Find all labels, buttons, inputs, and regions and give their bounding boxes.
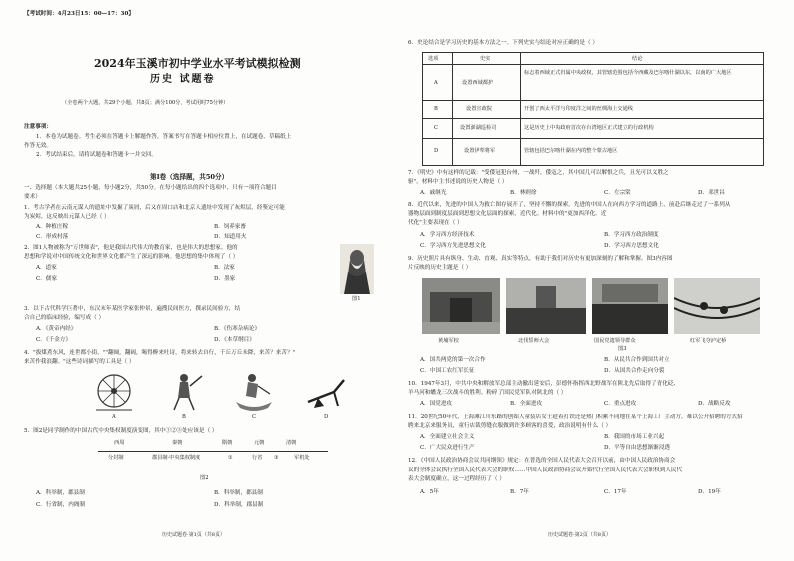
- question-12-stem: 表大会制度确立，这一过程经历了（ ）: [408, 476, 505, 482]
- timeline-item: 行省: [252, 455, 263, 461]
- worker-image: [232, 372, 276, 412]
- table-cell: 这是历史上中央政府首次在台湾地区正式建立的行政机构: [524, 125, 654, 131]
- part-heading: 第Ⅰ卷（选择题，共50分）: [150, 173, 229, 181]
- timeline-label: 秦朝: [172, 440, 183, 446]
- whampoa-academy-photo: [422, 278, 500, 334]
- option: C．广大民众进行生产: [420, 445, 475, 451]
- photo-caption: 北伐誓师大会: [518, 338, 550, 344]
- option: A．学习西方经济技术: [420, 232, 475, 238]
- option: B．我国的市场工业兴起: [604, 434, 665, 440]
- question-7-stem: 驱"。材料中主书述说的历史人物是（ ）: [408, 179, 508, 185]
- option: A．国共两党的第一次合作: [420, 357, 486, 363]
- table-cell: A: [434, 80, 438, 86]
- section-heading: 要求）: [24, 194, 41, 200]
- photo-caption: 国民党遗领导群众: [594, 338, 636, 344]
- note-line: 1．本卷为试题卷。考生必须在答题卡上解题作答，答案书写在答题卡相应位置上，在试题卷、草稿纸上: [36, 134, 292, 140]
- option: B．科举制，郡县制: [214, 490, 263, 496]
- question-8-stem: 代化"主要表现在（ ）: [408, 220, 463, 226]
- option: A．道家: [36, 265, 57, 271]
- exam-meta: （全卷两个大题，共29个小题，共8页；满分100分，考试用时75分钟）: [62, 100, 229, 106]
- farmer-tool-image: [162, 372, 206, 412]
- table-cell: D: [434, 148, 439, 154]
- table-cell: 开创了西太平洋与印度洋之间的丝绸海上交通线: [524, 106, 633, 112]
- page-footer: 历史试题卷·第2页（共8页）: [548, 532, 611, 538]
- option: B．《伤寒杂病论》: [214, 326, 261, 332]
- option: A．种植庄稼: [36, 224, 69, 230]
- option: D．从国共合作走向分裂: [604, 368, 665, 374]
- option: B．7年: [510, 489, 529, 495]
- option: C．中国工农红军长征: [420, 368, 475, 374]
- question-12-stem: 12．《中国人民政治协商会议共同纲领》规定：在普选的全国人民代表大会召开以前，由中国人民政治协商会: [408, 458, 676, 464]
- question-10-stem: 羊马河和蟠龙三次战斗的胜利。粉碎了国民党军队对陕北的（ ）: [408, 390, 567, 396]
- question-9-stem: 片反映的历史主题是（ ）: [408, 265, 472, 271]
- luding-bridge-photo: [674, 278, 760, 334]
- option: D．学习西方思想文化: [604, 243, 659, 249]
- timeline-label: 西周: [114, 440, 125, 446]
- timeline-axis: [98, 451, 328, 452]
- table-cell: B: [434, 106, 438, 112]
- image-option-label: C: [252, 414, 256, 420]
- option: B．林则徐: [510, 190, 537, 196]
- image-option-label: A: [112, 414, 116, 420]
- table-cell: 设置澎湖巡检司: [460, 125, 497, 131]
- question-8-stem: 器物层面到制度层面到思想文化层面的探索，近代化。材料中的"更加西洋化、近: [408, 211, 607, 217]
- question-5-stem: 5．图2是同学制作的中国古代中央集权制度演变图，其中①②③处应该是（ ）: [24, 428, 218, 434]
- question-6-stem: 6．史论结合是学习历史的基本方法之一。下列史实与结论对应正确的是（ ）: [408, 40, 598, 46]
- table-rule: [422, 118, 763, 119]
- image-option-label: D: [324, 414, 329, 420]
- option: A．科举制，郡县制: [36, 490, 85, 496]
- page-1: [22, 0, 390, 561]
- page-subtitle: 历史 试题卷: [150, 74, 216, 85]
- waterwheel-image: [92, 372, 136, 412]
- option: C．学习西方先进思想文化: [420, 243, 486, 249]
- exam-time: 【考试时间：4月23日15：00—17：30】: [24, 11, 134, 17]
- option: C．儒家: [36, 276, 58, 282]
- figure-caption: 图3: [618, 346, 627, 352]
- table-cell: 管辖包括巴尔喀什湖在内的整个蒙古地区: [524, 148, 618, 154]
- mass-rally-photo: [592, 278, 668, 334]
- question-8-stem: 8．近代以来，先进的中国人为救亡图存展开了，坚持不懈的探索，先进的中国人在向西方学习的道路上，前赴后继走过了一系列从: [408, 202, 731, 208]
- question-11-stem: 11．20世纪50年代，上海滩江川东路的创始人童装店女士趁着打铁还是热门积累不同地在某个上海工厂主动方，难以公开招聘的方式招: [408, 414, 743, 420]
- timeline-label: 元朝: [254, 440, 265, 446]
- question-3-stem: 合自己的临床经验，编写成（ ）: [24, 315, 105, 321]
- table-header: 选项: [428, 56, 439, 62]
- timeline-label: 隋朝: [222, 440, 233, 446]
- table-rule: [422, 138, 763, 139]
- timeline-item: 郡县制·中央集权制度: [152, 455, 201, 461]
- question-1-stem: 1．考古学者在云南元谋人的遗址中发掘了炭屑，后又在周口店和北京人遗址中发现了灰烬层，经鉴定可能: [24, 205, 285, 211]
- photo-caption: 红军飞夺泸定桥: [690, 338, 727, 344]
- option: D．科举制，郡县制: [214, 502, 264, 508]
- option: B．从民共合作到国共对立: [604, 357, 670, 363]
- table-header: 结论: [632, 56, 643, 62]
- option: B．法家: [214, 265, 235, 271]
- table-header: 史实: [480, 56, 491, 62]
- question-7-stem: 7．《明史》中有这样的记载："受倭冠犯台州，一战歼，倭寇之，其中国几可以解恨之兵，且光可以义胜之: [408, 170, 669, 176]
- question-1-stem: 为炭烬。这反映出元谋人已经（ ）: [24, 214, 110, 220]
- option: A．5年: [420, 489, 439, 495]
- confucius-portrait-image: [340, 244, 374, 294]
- table-cell: 标志着西域正式归属中央政权，其管辖范围包括今西藏及巴尔喀什湖以东，以南的广大地区: [524, 70, 732, 76]
- option: C．左宗棠: [604, 190, 631, 196]
- table-rule: [452, 52, 453, 165]
- question-11-stem: 聘来北京来服务员，童行店裁剪缝衣服做到许多顾客的喜爱，政治说明有什么（ ）: [408, 423, 612, 429]
- option: C．《千金方》: [36, 337, 72, 343]
- table-rule: [520, 52, 521, 165]
- timeline-item: ③: [274, 455, 279, 461]
- page-2: [408, 0, 780, 561]
- option: D．知道用火: [214, 234, 247, 240]
- figure-caption: 图1: [352, 296, 361, 302]
- image-option-label: B: [182, 414, 186, 420]
- option: A．国党进攻: [420, 401, 453, 407]
- timeline-item: ①: [228, 455, 233, 461]
- page-footer: 历史试题卷·第1页（共8页）: [162, 532, 225, 538]
- table-cell: 设置西域都护: [462, 80, 494, 86]
- table-cell: 设置宣政院: [466, 106, 492, 112]
- photo-caption: 黄埔军校: [438, 338, 459, 344]
- option: D．墨家: [214, 276, 236, 282]
- option: D．平等自由思想渐渐浸透: [604, 445, 671, 451]
- table-cell: 设置伊犁将军: [464, 148, 496, 154]
- page-title: 2024年玉溪市初中学业水平考试模拟检测: [94, 57, 301, 70]
- option: D．战略反攻: [698, 401, 731, 407]
- option: B．全面进攻: [510, 401, 543, 407]
- timeline-item: 分封制: [108, 455, 124, 461]
- option: D．邓世昌: [698, 190, 725, 196]
- option: A．戚继光: [420, 190, 447, 196]
- note-line: 作答无效。: [24, 143, 52, 149]
- question-2-stem: 思想和学说对中国传统文化和世界文化都产生了深远的影响。他思想的集中体现了（ ）: [24, 254, 239, 260]
- option: B．饲养家畜: [214, 224, 247, 230]
- figure-caption: 图2: [200, 475, 209, 481]
- question-9-stem: 9．历史照片具有纵身、生动、直观、真实等特点，有助于我们对历史有更加深刻的了解和掌握。图3内容图: [408, 256, 673, 262]
- question-4-stem: 4．"拔煤煮东风，连世都小街。""翻阔，翻阔，喝得醉来吐诗，将来转去自行，千丘万丘未降，来苦？来苦？": [24, 350, 296, 356]
- question-2-stem: 2．图1人物被称为"万世师表"，他是我国古代伟大的教育家，也是伟大的思想家。他的: [24, 245, 238, 251]
- timeline-item: 军机处: [294, 455, 310, 461]
- plough-image: [304, 372, 348, 412]
- table-cell: C: [434, 125, 438, 131]
- section-heading: 一、选择题（本大题共25小题，每小题2分，共50分。在每小题给出的四个选项中，只有一项符合题目: [24, 185, 277, 191]
- option: D．《本草纲目》: [214, 337, 255, 343]
- table-rule: [422, 100, 763, 101]
- timeline-label: 清朝: [286, 440, 297, 446]
- question-4-stem: 来苦作我浪翻。"这些诗词描写的工具是（ ）: [24, 359, 135, 365]
- northern-expedition-photo: [506, 278, 586, 334]
- option: C．行省制，内阁制: [36, 502, 86, 508]
- notes-title: 注意事项：: [24, 124, 52, 130]
- option: C．形成村落: [36, 234, 69, 240]
- table-rule: [422, 64, 763, 65]
- option: D．19年: [698, 489, 721, 495]
- option: A．《黄帝内经》: [36, 326, 77, 332]
- note-line: 2．考试结束后，请将试题卷和答题卡一并交回。: [36, 152, 158, 158]
- option: C．重点进攻: [604, 401, 637, 407]
- option: A．全面建立社会主义: [420, 434, 475, 440]
- question-12-stem: 议的全体会议执行全国人民代表大会的职权……中国人民政治协商会议开始代行全国人民代表大会职权到人民代: [408, 467, 683, 473]
- option: C．17年: [604, 489, 627, 495]
- question-10-stem: 10．1947年3月，中共中央和解放军总部主动撤出延安后，彭德怀指挥西北野战军在陕北先后取得了青化砭、: [408, 381, 680, 387]
- question-3-stem: 3．以下古代科学巨著中，东汉末年某医学家张仲景，遍搜民间医方，撰录民间验方，结: [24, 306, 241, 312]
- option: B．学习西方政治制度: [604, 232, 659, 238]
